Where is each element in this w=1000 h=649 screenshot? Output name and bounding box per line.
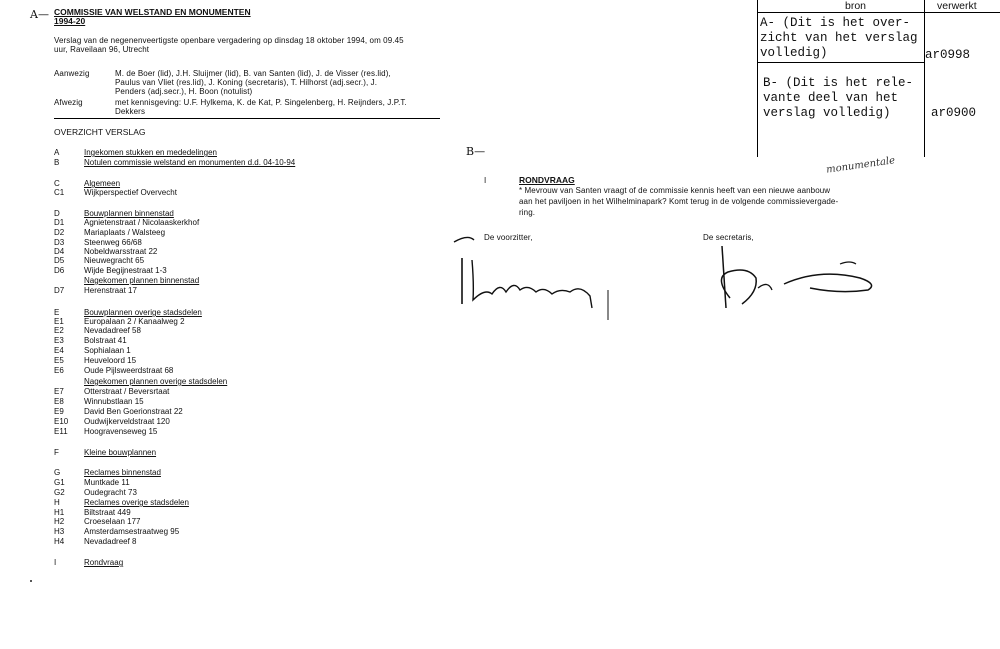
entry-a-rule — [757, 62, 925, 63]
rondvraag-title: RONDVRAAG — [519, 175, 575, 185]
agenda-code: G1 — [54, 478, 65, 487]
agenda-text: Nagekomen plannen binnenstad — [84, 276, 200, 285]
agenda-code: D3 — [54, 238, 65, 247]
agenda-code: G2 — [54, 488, 65, 497]
entry-a-line: zicht van het verslag — [760, 31, 918, 45]
agenda-code: E3 — [54, 336, 64, 345]
agenda-text: Oude Pijlsweerdstraat 68 — [84, 366, 174, 375]
agenda-text: Reclames binnenstad — [84, 468, 161, 477]
agenda-code: E2 — [54, 326, 64, 335]
agenda-text: Mariaplaats / Walsteeg — [84, 228, 166, 237]
box-divider — [924, 0, 925, 157]
agenda-code: E1 — [54, 317, 64, 326]
agenda-text: Heuveloord 15 — [84, 356, 137, 365]
box-col-verwerkt: verwerkt — [937, 0, 977, 12]
absent-label: Afwezig — [54, 98, 83, 107]
agenda-text: Bouwplannen binnenstad — [84, 209, 174, 218]
agenda-code: D7 — [54, 286, 65, 295]
agenda-text: Wijde Begijnestraat 1-3 — [84, 266, 167, 275]
agenda-code: E4 — [54, 346, 64, 355]
agenda-text: Oudwijkerveldstraat 120 — [84, 417, 170, 426]
agenda-code: E10 — [54, 417, 69, 426]
absent-line: Dekkers — [115, 107, 146, 116]
agenda-code: G — [54, 468, 61, 477]
chair-signature — [440, 230, 620, 320]
agenda-text: Bolstraat 41 — [84, 336, 127, 345]
agenda-text: Nagekomen plannen overige stadsdelen — [84, 377, 228, 386]
agenda-code: D — [54, 209, 60, 218]
agenda-text: Europalaan 2 / Kanaalweg 2 — [84, 317, 185, 326]
rondvraag-line: * Mevrouw van Santen vraagt of de commissie kennis heeft van een nieuwe aanbouw — [519, 186, 831, 195]
agenda-text: Oudegracht 73 — [84, 488, 137, 497]
agenda-text: Bouwplannen overige stadsdelen — [84, 308, 202, 317]
org-title: COMMISSIE VAN WELSTAND EN MONUMENTEN — [54, 7, 251, 17]
agenda-text: Otterstraat / Beversrtaat — [84, 387, 170, 396]
agenda-text: Hoogravenseweg 15 — [84, 427, 158, 436]
overview-title: OVERZICHT VERSLAG — [54, 127, 146, 137]
box-border-left — [757, 0, 758, 157]
agenda-text: Ingekomen stukken en mededelingen — [84, 148, 217, 157]
marker-b: B— — [466, 145, 486, 158]
agenda-code: B — [54, 158, 60, 167]
present-line: Penders (adj.secr.), H. Boon (notulist) — [115, 87, 253, 96]
agenda-code: E8 — [54, 397, 64, 406]
agenda-code: E — [54, 308, 60, 317]
agenda-code: E7 — [54, 387, 64, 396]
agenda-text: Winnubstlaan 15 — [84, 397, 144, 406]
marker-a: A— — [30, 8, 49, 21]
box-header-rule — [757, 12, 1000, 13]
handwritten-insert: monumentale — [825, 155, 896, 176]
present-line: M. de Boer (lid), J.H. Sluijmer (lid), B. van Santen (lid), J. de Visser (res.lid), — [115, 69, 391, 78]
entry-b-line: vante deel van het — [763, 91, 899, 105]
report-number: 1994-20 — [54, 16, 86, 26]
source-box — [757, 0, 1000, 157]
agenda-code: D6 — [54, 266, 65, 275]
agenda-text: Steenweg 66/68 — [84, 238, 142, 247]
agenda-text: Nevadadreef 8 — [84, 537, 137, 546]
agenda-text: Notulen commissie welstand en monumenten d.d. 04-10-94 — [84, 158, 296, 167]
agenda-text: Amsterdamsestraatweg 95 — [84, 527, 180, 536]
entry-b-line: verslag volledig) — [763, 106, 891, 120]
agenda-code: H4 — [54, 537, 65, 546]
agenda-code: H3 — [54, 527, 65, 536]
absent-line: met kennisgeving: U.F. Hylkema, K. de Kat, P. Singelenberg, H. Reijnders, J.P.T. — [115, 98, 407, 107]
entry-a-line: A- (Dit is het over- — [760, 16, 911, 30]
agenda-code: E11 — [54, 427, 68, 436]
agenda-code: H2 — [54, 517, 65, 526]
agenda-code: D5 — [54, 256, 65, 265]
agenda-text: Nobeldwarsstraat 22 — [84, 247, 158, 256]
entry-b-code: ar0900 — [931, 106, 977, 120]
agenda-text: Agnietenstraat / Nicolaaskerkhof — [84, 218, 200, 227]
rondvraag-line: aan het paviljoen in het Wilhelminapark? Komt terug in de volgende commissievergade- — [519, 197, 839, 206]
agenda-text: Reclames overige stadsdelen — [84, 498, 189, 507]
agenda-text: David Ben Goerionstraat 22 — [84, 407, 183, 416]
agenda-code: H1 — [54, 508, 65, 517]
agenda-text: Muntkade 11 — [84, 478, 130, 487]
agenda-text: Sophialaan 1 — [84, 346, 131, 355]
agenda-text: Algemeen — [84, 179, 121, 188]
rondvraag-code: I — [484, 176, 487, 185]
agenda-text: Nieuwegracht 65 — [84, 256, 145, 265]
agenda-code: I — [54, 558, 57, 567]
agenda-text: Croeselaan 177 — [84, 517, 141, 526]
rondvraag-line: ring. — [519, 208, 536, 217]
agenda-text: Biltstraat 449 — [84, 508, 131, 517]
agenda-code: H — [54, 498, 60, 507]
chair-label: De voorzitter, — [484, 233, 533, 242]
secretary-signature — [700, 238, 890, 318]
scan-speck — [30, 580, 32, 582]
agenda-code: F — [54, 448, 59, 457]
secretary-label: De secretaris, — [703, 233, 754, 242]
entry-b-line: B- (Dit is het rele- — [763, 76, 914, 90]
agenda-code: E6 — [54, 366, 64, 375]
agenda-code: D1 — [54, 218, 65, 227]
box-col-bron: bron — [845, 0, 867, 12]
intro-line-1: Verslag van de negenenveertigste openbare vergadering op dinsdag 18 oktober 1994, om 09.45 — [54, 36, 404, 45]
agenda-code: A — [54, 148, 60, 157]
agenda-code: D2 — [54, 228, 65, 237]
agenda-list — [54, 0, 434, 649]
agenda-text: Herenstraat 17 — [84, 286, 137, 295]
entry-a-line: volledig) — [760, 46, 828, 60]
entry-a-code: ar0998 — [925, 48, 971, 62]
agenda-code: E9 — [54, 407, 64, 416]
present-label: Aanwezig — [54, 69, 90, 78]
agenda-code: E5 — [54, 356, 64, 365]
intro-line-2: uur, Raveilaan 96, Utrecht — [54, 45, 150, 54]
present-line: Paulus van Vliet (res.lid), J. Koning (secretaris), T. Hilhorst (adj.secr.), J. — [115, 78, 378, 87]
agenda-text: Rondvraag — [84, 558, 124, 567]
agenda-code: C1 — [54, 188, 65, 197]
agenda-code: D4 — [54, 247, 65, 256]
agenda-code: C — [54, 179, 60, 188]
agenda-text: Nevadadreef 58 — [84, 326, 141, 335]
agenda-text: Wijkperspectief Overvecht — [84, 188, 177, 197]
agenda-text: Kleine bouwplannen — [84, 448, 157, 457]
